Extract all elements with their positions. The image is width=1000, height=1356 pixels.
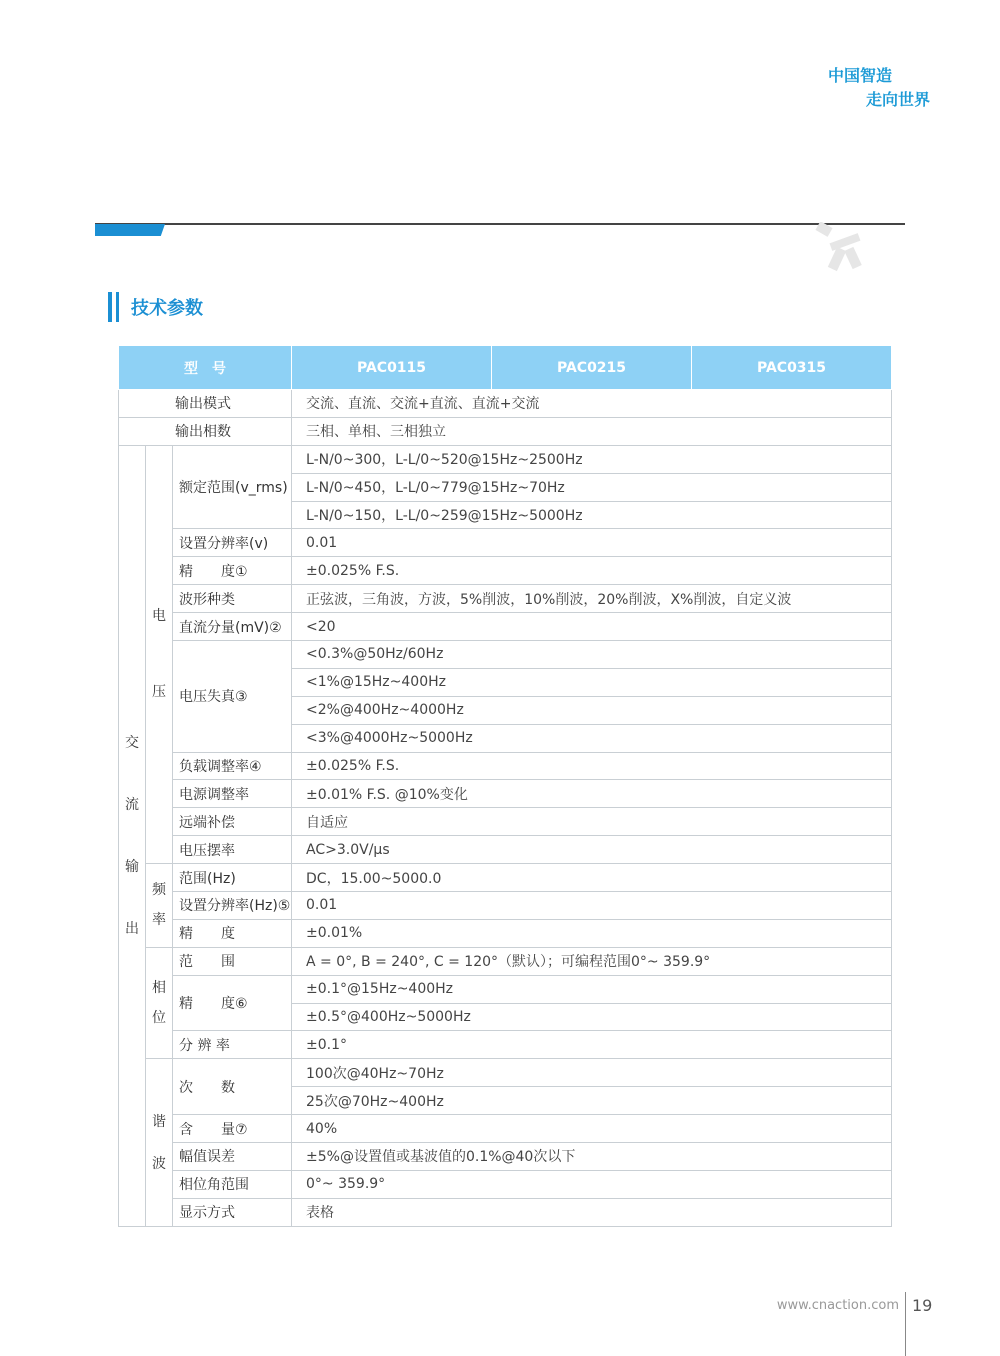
row-label: 次 数 [173, 1059, 292, 1115]
table-row [119, 808, 892, 836]
table-row [119, 585, 892, 613]
row-value: A = 0°, B = 240°, C = 120°（默认）；可编程范围0°~ 359.9° [292, 947, 892, 975]
row-value: <0.3%@50Hz/60Hz [292, 641, 892, 669]
row-label: 额定范围(v_rms) [173, 445, 292, 529]
row-label: 设置分辨率(v) [173, 529, 292, 557]
table-row [119, 780, 892, 808]
row-value: 自适应 [292, 808, 892, 836]
table-row [119, 1198, 892, 1226]
row-label: 分 辨 率 [173, 1031, 292, 1059]
footer-url: www.cnaction.com [776, 1298, 899, 1313]
table-row [119, 947, 892, 975]
row-value: L-N/0~150，L-L/0~259@15Hz~5000Hz [292, 501, 892, 529]
header-accent-bar [95, 224, 165, 236]
row-label: 范围(Hz) [173, 864, 292, 892]
page-number: 19 [912, 1296, 933, 1315]
row-value: <1%@15Hz~400Hz [292, 668, 892, 696]
header-col3: PAC0315 [692, 346, 892, 390]
header-rule [95, 223, 905, 225]
row-value: 0.01 [292, 892, 892, 920]
row-label: 范 围 [173, 947, 292, 975]
row-value: ±0.1° [292, 1031, 892, 1059]
table-row [119, 752, 892, 780]
table-row [119, 1031, 892, 1059]
group-phase: 相 位 [146, 947, 173, 1059]
row-value: L-N/0~450，L-L/0~779@15Hz~70Hz [292, 473, 892, 501]
row-label: 含 量⑦ [173, 1115, 292, 1143]
row-value: 25次@70Hz~400Hz [292, 1087, 892, 1115]
row-value: 表格 [292, 1198, 892, 1226]
row-label: 输出相数 [119, 417, 292, 445]
row-label: 电源调整率 [173, 780, 292, 808]
header-model: 型 号 [119, 346, 292, 390]
table-row [119, 1115, 892, 1143]
table-row [119, 864, 892, 892]
row-value: ±0.5°@400Hz~5000Hz [292, 1003, 892, 1031]
row-label: 直流分量(mV)② [173, 613, 292, 641]
slogan-line1: 中国智造 [827, 66, 892, 85]
row-label: 负载调整率④ [173, 752, 292, 780]
row-value: 交流、直流、交流+直流、直流+交流 [292, 390, 892, 418]
row-value: ±0.1°@15Hz~400Hz [292, 975, 892, 1003]
group-frequency: 频 率 [146, 864, 173, 948]
row-value: ±0.01% [292, 919, 892, 947]
row-value: 0°~ 359.9° [292, 1170, 892, 1198]
watermark-logo-icon [812, 222, 872, 272]
row-value: 正弦波，三角波，方波，5%削波，10%削波，20%削波，X%削波，自定义波 [292, 585, 892, 613]
table-row [119, 557, 892, 585]
row-label: 相位角范围 [173, 1170, 292, 1198]
row-label: 输出模式 [119, 390, 292, 418]
row-label: 精 度① [173, 557, 292, 585]
table-header-row [119, 346, 892, 390]
row-label: 幅值误差 [173, 1143, 292, 1171]
row-label: 远端补偿 [173, 808, 292, 836]
table-row [119, 529, 892, 557]
table-row [119, 613, 892, 641]
table-row [119, 1059, 892, 1087]
group-ac-output: 交 流 输 出 [119, 445, 146, 1226]
slogan [827, 64, 930, 112]
table-row [119, 836, 892, 864]
section-title: 技术参数 [131, 298, 203, 319]
table-row [119, 641, 892, 669]
row-label: 精 度⑥ [173, 975, 292, 1031]
row-value: ±5%@设置值或基波值的0.1%@40次以下 [292, 1143, 892, 1171]
header-col2: PAC0215 [492, 346, 692, 390]
table-row [119, 975, 892, 1003]
group-harmonics: 谐 波 [146, 1059, 173, 1226]
row-value: ±0.01% F.S. @10%变化 [292, 780, 892, 808]
row-value: L-N/0~300，L-L/0~520@15Hz~2500Hz [292, 445, 892, 473]
header-col1: PAC0115 [292, 346, 492, 390]
spec-table [118, 345, 892, 1227]
row-value: <2%@400Hz~4000Hz [292, 696, 892, 724]
row-label: 波形种类 [173, 585, 292, 613]
table-row [119, 892, 892, 920]
row-value: DC，15.00~5000.0 [292, 864, 892, 892]
table-row [119, 919, 892, 947]
row-value: <20 [292, 613, 892, 641]
row-value: AC>3.0V/μs [292, 836, 892, 864]
row-label: 精 度 [173, 919, 292, 947]
row-value: 100次@40Hz~70Hz [292, 1059, 892, 1087]
row-value: ±0.025% F.S. [292, 557, 892, 585]
row-label: 显示方式 [173, 1198, 292, 1226]
row-label: 电压失真③ [173, 641, 292, 753]
group-voltage: 电 压 [146, 445, 173, 863]
heading-bar [116, 292, 119, 322]
table-row [119, 390, 892, 418]
row-value: 0.01 [292, 529, 892, 557]
table-row [119, 1143, 892, 1171]
slogan-line2: 走向世界 [865, 90, 930, 109]
row-label: 电压摆率 [173, 836, 292, 864]
row-label: 设置分辨率(Hz)⑤ [173, 892, 292, 920]
footer-divider [905, 1292, 906, 1356]
table-row [119, 445, 892, 473]
row-value: <3%@4000Hz~5000Hz [292, 724, 892, 752]
row-value: 40% [292, 1115, 892, 1143]
section-heading [108, 292, 203, 322]
table-row [119, 1170, 892, 1198]
table-row [119, 417, 892, 445]
heading-bar [108, 292, 112, 322]
row-value: 三相、单相、三相独立 [292, 417, 892, 445]
row-value: ±0.025% F.S. [292, 752, 892, 780]
